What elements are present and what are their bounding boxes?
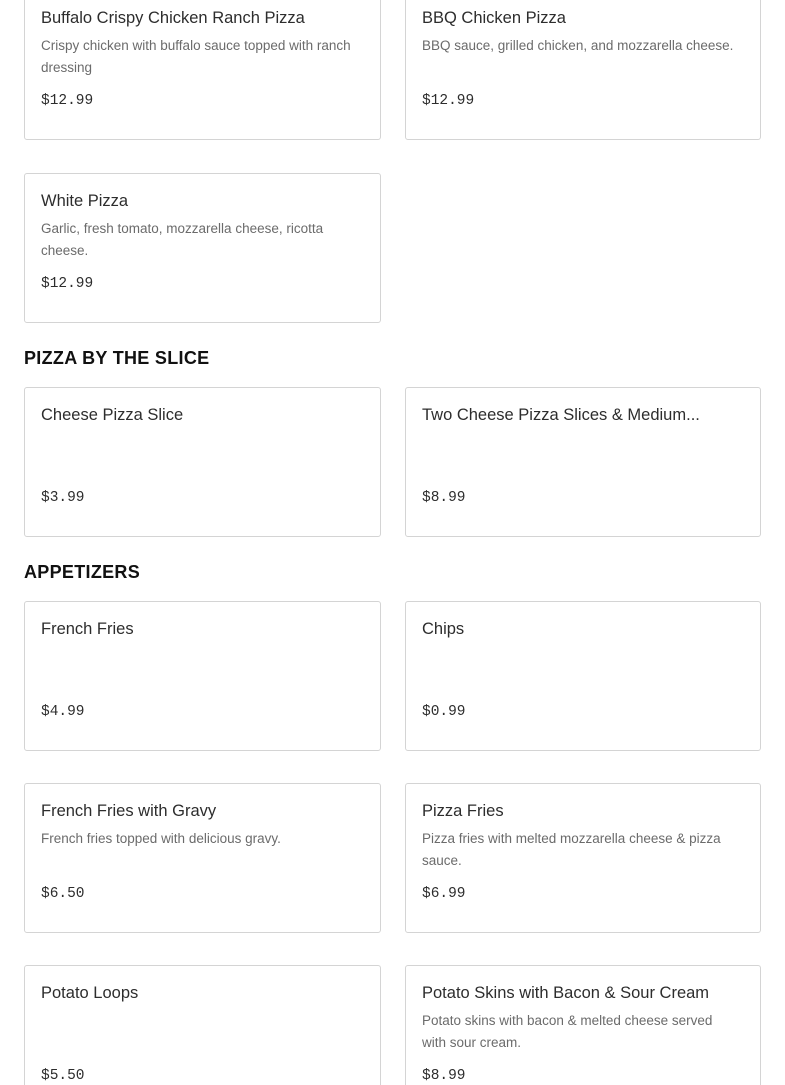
menu-item-card[interactable] <box>24 601 381 751</box>
section-title-pizza-by-the-slice: PIZZA BY THE SLICE <box>24 348 210 368</box>
menu-item-card[interactable] <box>24 173 381 323</box>
menu-item-card[interactable] <box>405 387 761 537</box>
menu-item-name: Two Cheese Pizza Slices & Medium... <box>422 406 700 424</box>
menu-item-price: $8.99 <box>422 490 466 506</box>
menu-item-description: BBQ sauce, grilled chicken, and mozzarella cheese. <box>422 38 734 53</box>
menu-item-name: Potato Loops <box>41 984 139 1002</box>
menu-item-description: Potato skins with bacon & melted cheese served with sour cream. <box>422 1013 713 1050</box>
menu-item-price: $4.99 <box>41 704 85 720</box>
menu-item-price: $12.99 <box>41 93 94 109</box>
menu-item-price: $0.99 <box>422 704 466 720</box>
menu-item-description: Garlic, fresh tomato, mozzarella cheese, ricotta cheese. <box>41 221 324 258</box>
menu-item-name: Chips <box>422 620 465 638</box>
menu-item-card[interactable] <box>405 965 761 1085</box>
menu-item-description: Crispy chicken with buffalo sauce topped with ranch dressing <box>41 38 351 75</box>
menu-item-price: $12.99 <box>41 276 94 292</box>
menu-item-price: $3.99 <box>41 490 85 506</box>
menu-item-price: $8.99 <box>422 1068 466 1084</box>
menu-item-price: $5.50 <box>41 1068 85 1084</box>
menu-item-name: Potato Skins with Bacon & Sour Cream <box>422 984 710 1002</box>
menu-item-name: Cheese Pizza Slice <box>41 406 184 424</box>
menu-item-price: $6.99 <box>422 886 466 902</box>
menu-item-name: French Fries <box>41 620 134 638</box>
menu-item-card[interactable] <box>24 387 381 537</box>
menu-item-card[interactable] <box>24 783 381 933</box>
menu-item-name: French Fries with Gravy <box>41 802 217 820</box>
menu-item-card[interactable] <box>24 0 381 140</box>
menu-item-card[interactable] <box>24 965 381 1085</box>
section-title-appetizers: APPETIZERS <box>24 562 141 582</box>
menu-item-name: Pizza Fries <box>422 802 504 820</box>
menu-item-description: Pizza fries with melted mozzarella cheese & pizza sauce. <box>422 831 721 868</box>
menu-item-price: $12.99 <box>422 93 475 109</box>
menu-item-card[interactable] <box>405 601 761 751</box>
menu-item-price: $6.50 <box>41 886 85 902</box>
menu-item-name: White Pizza <box>41 192 129 210</box>
menu-item-name: Buffalo Crispy Chicken Ranch Pizza <box>41 9 305 27</box>
menu-item-name: BBQ Chicken Pizza <box>422 9 566 27</box>
menu-item-card[interactable] <box>405 0 761 140</box>
menu-item-description: French fries topped with delicious gravy. <box>41 831 281 846</box>
menu-item-card[interactable] <box>405 783 761 933</box>
